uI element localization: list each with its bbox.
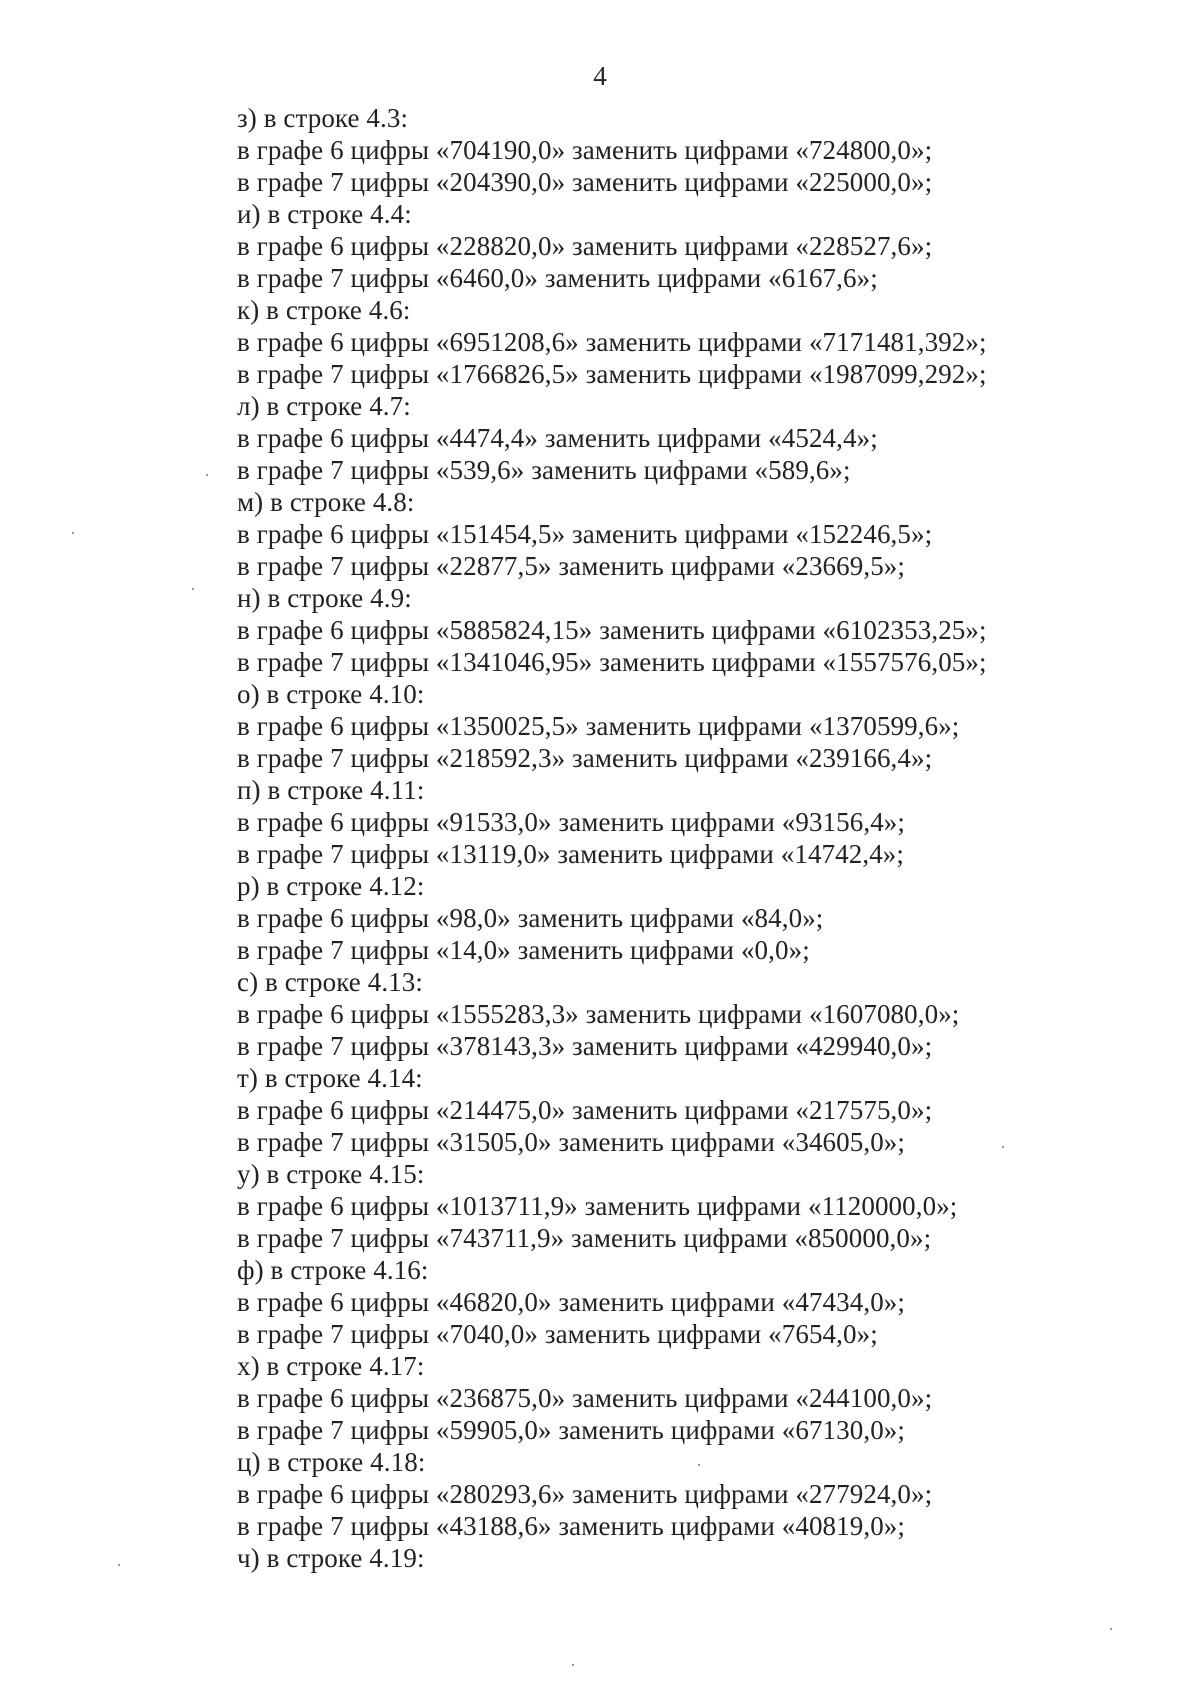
text-line: х) в строке 4.17: <box>237 1351 425 1381</box>
text-line: с) в строке 4.13: <box>237 967 423 997</box>
scan-speck <box>698 1464 700 1466</box>
amendments-text <box>237 102 1137 1574</box>
scan-speck <box>192 588 194 590</box>
text-line: в графе 7 цифры «378143,3» заменить цифрами «429940,0»; <box>237 1031 933 1061</box>
scan-speck <box>206 474 208 476</box>
scan-speck <box>118 1564 120 1566</box>
text-line: т) в строке 4.14: <box>237 1063 423 1093</box>
text-line: ф) в строке 4.16: <box>237 1255 429 1285</box>
text-line: в графе 7 цифры «59905,0» заменить цифрами «67130,0»; <box>237 1415 906 1445</box>
text-line: в графе 7 цифры «204390,0» заменить цифрами «225000,0»; <box>237 167 933 197</box>
text-line: л) в строке 4.7: <box>237 391 411 421</box>
text-line: и) в строке 4.4: <box>237 199 412 229</box>
text-line: в графе 6 цифры «98,0» заменить цифрами «84,0»; <box>237 903 824 933</box>
text-line: ч) в строке 4.19: <box>237 1543 425 1573</box>
page-number: 4 <box>593 61 607 91</box>
text-line: в графе 7 цифры «1766826,5» заменить цифрами «1987099,292»; <box>237 359 987 389</box>
text-line: в графе 7 цифры «14,0» заменить цифрами «0,0»; <box>237 935 810 965</box>
text-line: в графе 6 цифры «46820,0» заменить цифрами «47434,0»; <box>237 1287 906 1317</box>
text-line: в графе 6 цифры «5885824,15» заменить цифрами «6102353,25»; <box>237 615 987 645</box>
text-line: м) в строке 4.8: <box>237 487 415 517</box>
text-line: ц) в строке 4.18: <box>237 1447 426 1477</box>
text-line: в графе 7 цифры «743711,9» заменить цифрами «850000,0»; <box>237 1223 932 1253</box>
text-line: в графе 7 цифры «13119,0» заменить цифрами «14742,4»; <box>237 839 905 869</box>
text-line: в графе 7 цифры «1341046,95» заменить цифрами «1557576,05»; <box>237 647 987 677</box>
text-line: в графе 7 цифры «6460,0» заменить цифрами «6167,6»; <box>237 263 878 293</box>
text-line: о) в строке 4.10: <box>237 679 425 709</box>
text-line: в графе 6 цифры «236875,0» заменить цифрами «244100,0»; <box>237 1383 933 1413</box>
scan-speck <box>72 532 74 534</box>
text-line: р) в строке 4.12: <box>237 871 425 901</box>
text-line: в графе 6 цифры «1013711,9» заменить цифрами «1120000,0»; <box>237 1191 958 1221</box>
text-line: в графе 6 цифры «4474,4» заменить цифрами «4524,4»; <box>237 423 878 453</box>
text-line: в графе 6 цифры «214475,0» заменить цифрами «217575,0»; <box>237 1095 933 1125</box>
text-line: в графе 7 цифры «539,6» заменить цифрами «589,6»; <box>237 455 851 485</box>
scan-speck <box>1002 1146 1004 1148</box>
text-line: в графе 6 цифры «1350025,5» заменить цифрами «1370599,6»; <box>237 711 960 741</box>
text-line: у) в строке 4.15: <box>237 1159 425 1189</box>
text-line: п) в строке 4.11: <box>237 775 425 805</box>
text-line: в графе 6 цифры «6951208,6» заменить цифрами «7171481,392»; <box>237 327 987 357</box>
text-line: з) в строке 4.3: <box>237 103 409 133</box>
scan-speck <box>572 1664 574 1666</box>
text-line: в графе 6 цифры «151454,5» заменить цифрами «152246,5»; <box>237 519 933 549</box>
text-line: в графе 7 цифры «218592,3» заменить цифрами «239166,4»; <box>237 743 933 773</box>
text-line: в графе 6 цифры «280293,6» заменить цифрами «277924,0»; <box>237 1479 933 1509</box>
text-line: в графе 6 цифры «704190,0» заменить цифрами «724800,0»; <box>237 135 933 165</box>
text-line: н) в строке 4.9: <box>237 583 412 613</box>
text-line: в графе 7 цифры «31505,0» заменить цифрами «34605,0»; <box>237 1127 906 1157</box>
text-line: к) в строке 4.6: <box>237 295 411 325</box>
text-line: в графе 7 цифры «7040,0» заменить цифрами «7654,0»; <box>237 1319 878 1349</box>
text-line: в графе 6 цифры «91533,0» заменить цифрами «93156,4»; <box>237 807 906 837</box>
scan-speck <box>1110 1628 1112 1630</box>
text-line: в графе 6 цифры «228820,0» заменить цифрами «228527,6»; <box>237 231 933 261</box>
text-line: в графе 7 цифры «22877,5» заменить цифрами «23669,5»; <box>237 551 906 581</box>
text-line: в графе 7 цифры «43188,6» заменить цифрами «40819,0»; <box>237 1511 906 1541</box>
text-line: в графе 6 цифры «1555283,3» заменить цифрами «1607080,0»; <box>237 999 960 1029</box>
